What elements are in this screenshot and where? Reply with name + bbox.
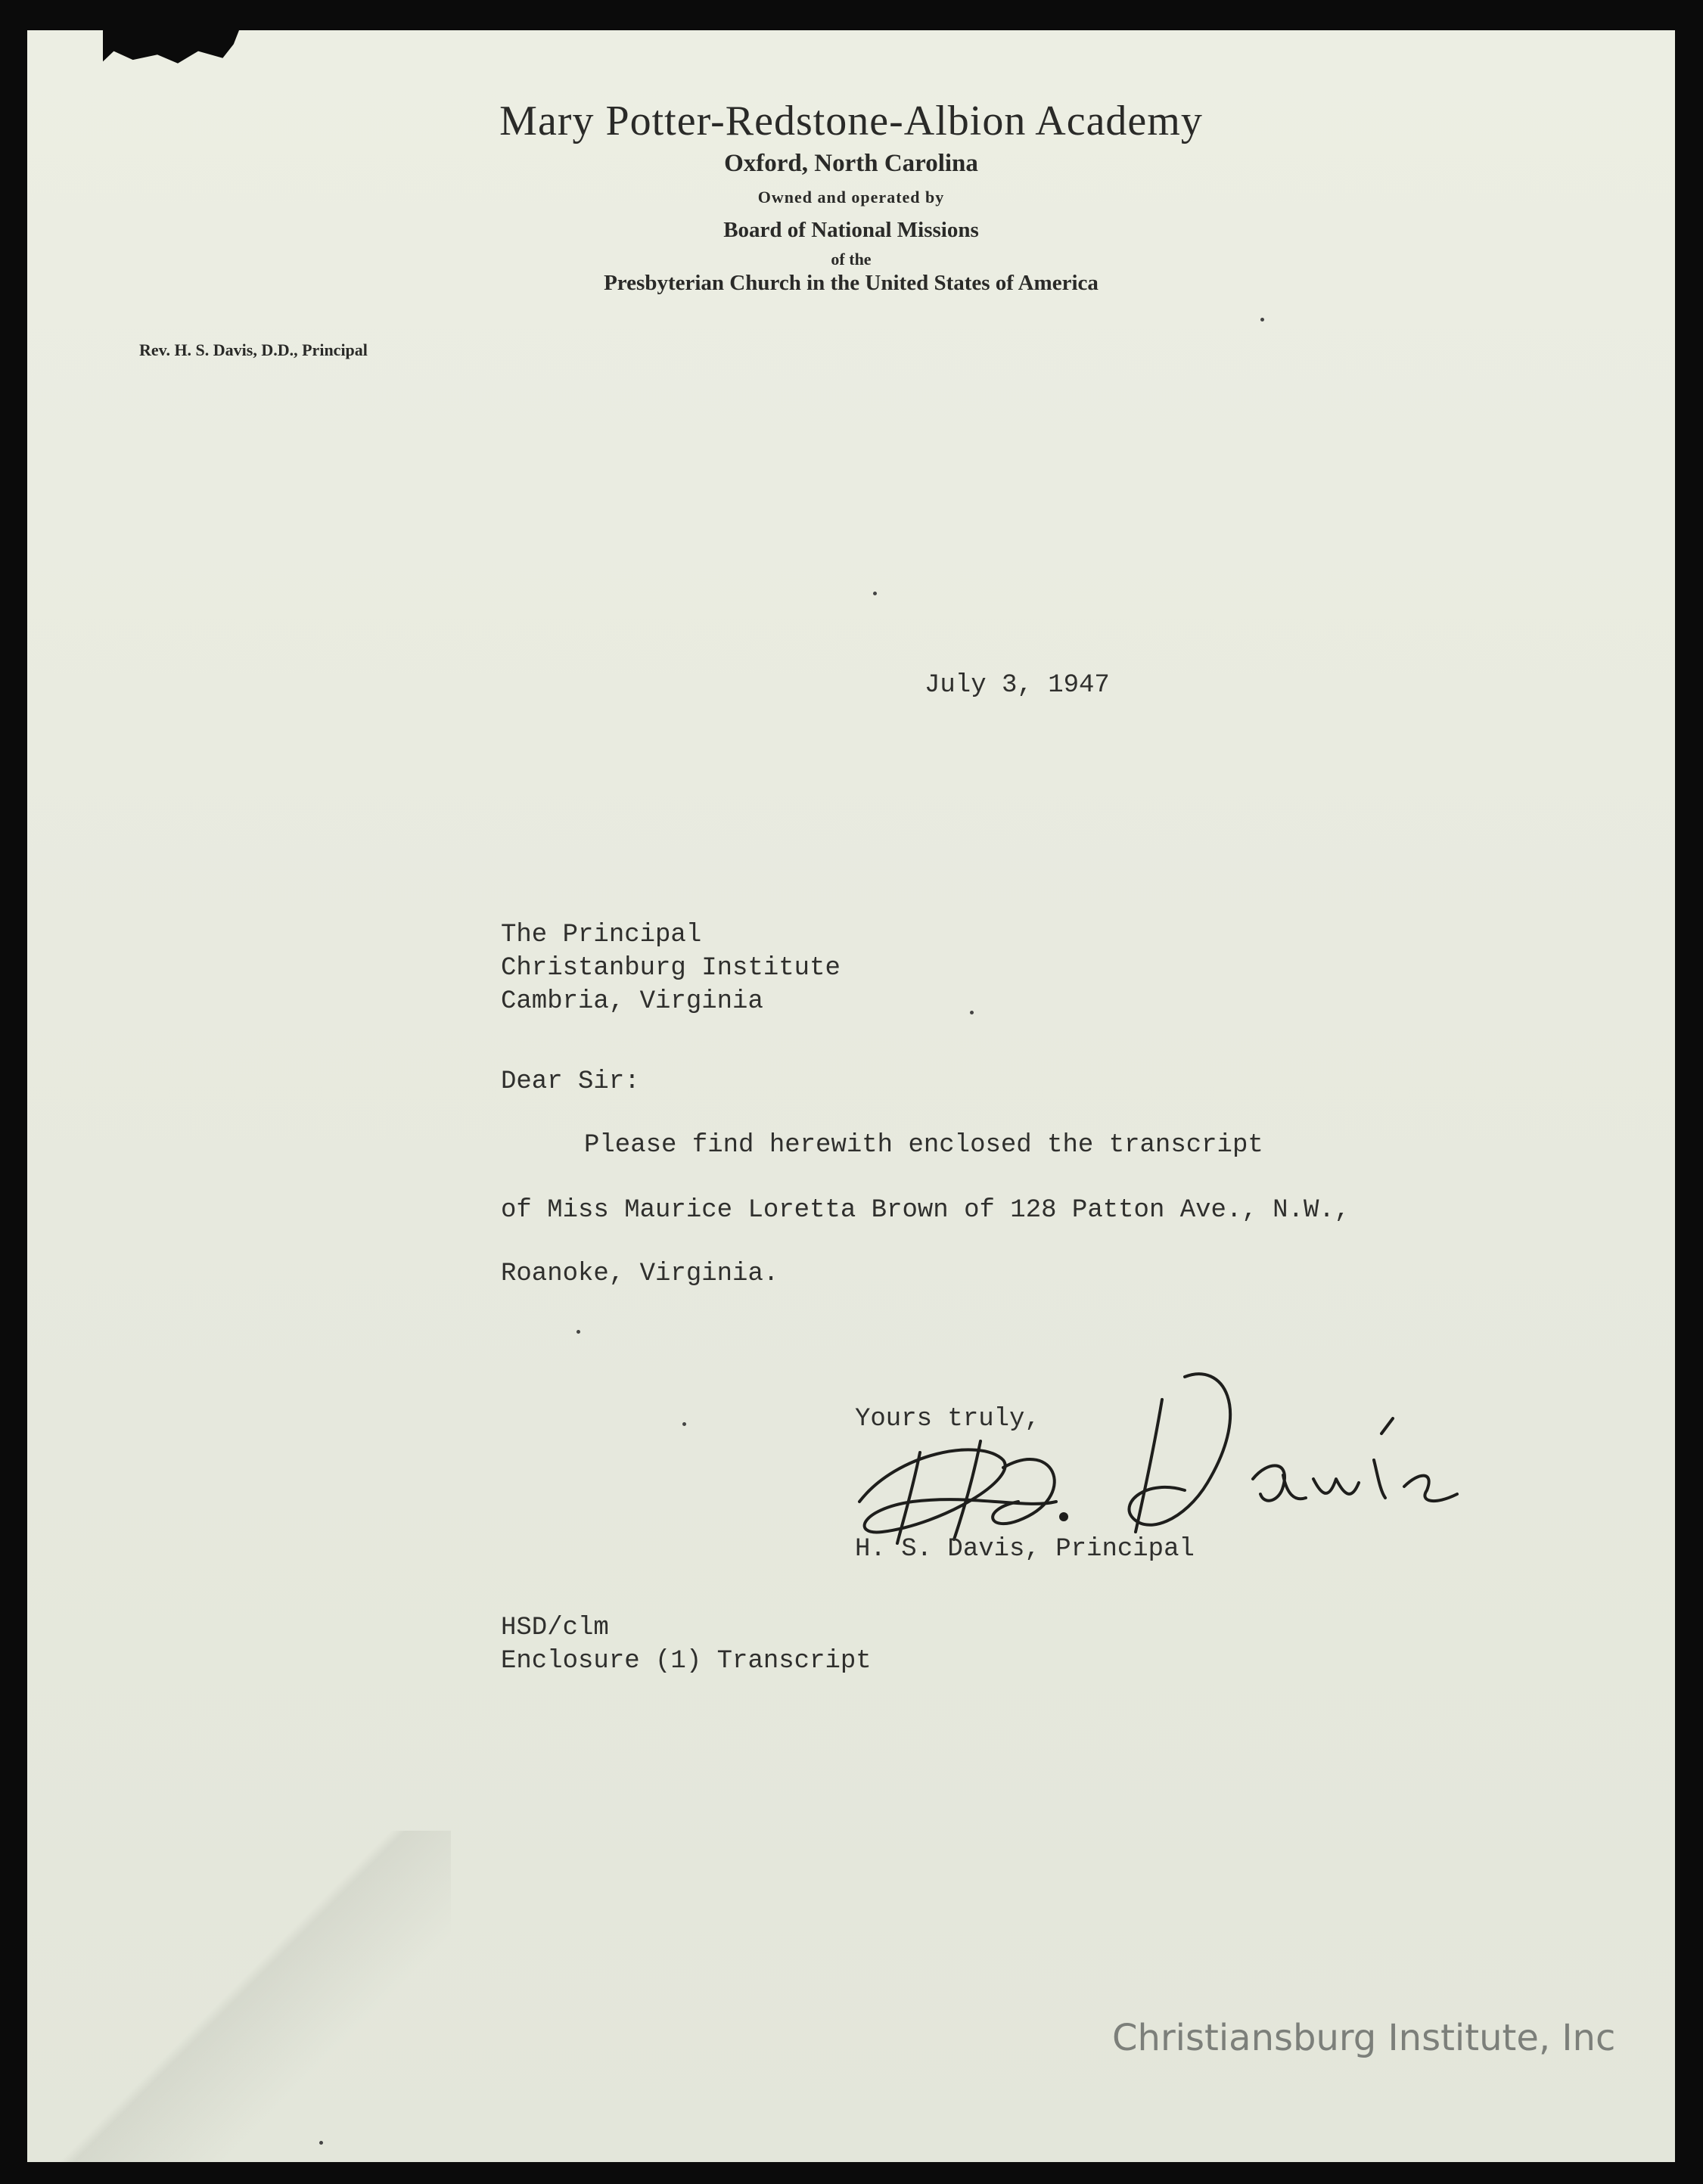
letter-date: July 3, 1947 — [925, 671, 1110, 700]
letterhead-principal: Rev. H. S. Davis, D.D., Principal — [139, 340, 368, 359]
letterhead-owned-by: Owned and operated by — [757, 188, 945, 207]
paper-speck — [970, 1011, 974, 1014]
paper-speck — [873, 592, 877, 595]
salutation: Dear Sir: — [501, 1067, 640, 1096]
letterhead-institution: Mary Potter-Redstone-Albion Academy — [499, 98, 1203, 144]
letterhead-location: Oxford, North Carolina — [724, 150, 978, 177]
closing: Yours truly, — [855, 1405, 1040, 1434]
paper-speck — [1260, 318, 1264, 322]
body-line: Please find herewith enclosed the transcript — [584, 1131, 1263, 1160]
recipient-line: Cambria, Virginia — [501, 987, 763, 1016]
paper-speck — [682, 1422, 686, 1426]
letter-paper — [27, 30, 1675, 2162]
reference-block — [501, 1611, 872, 1678]
letterhead-church: Presbyterian Church in the United States of America — [604, 271, 1099, 295]
folded-corner — [27, 1831, 451, 2162]
body-line: of Miss Maurice Loretta Brown of 128 Patton Ave., N.W., — [501, 1196, 1350, 1225]
paper-speck — [319, 2141, 323, 2145]
recipient-address — [501, 918, 841, 1018]
torn-corner — [103, 30, 239, 65]
letterhead-of-the: of the — [831, 250, 872, 269]
reference-line: HSD/clm — [501, 1614, 609, 1642]
watermark: Christiansburg Institute, Inc — [1112, 2017, 1616, 2059]
letterhead-board: Board of National Missions — [723, 218, 979, 242]
recipient-line: Christanburg Institute — [501, 954, 841, 983]
reference-line: Enclosure (1) Transcript — [501, 1647, 872, 1676]
recipient-line: The Principal — [501, 921, 702, 949]
paper-speck — [576, 1330, 580, 1334]
signer-name: H. S. Davis, Principal — [855, 1535, 1195, 1564]
body-line: Roanoke, Virginia. — [501, 1260, 779, 1288]
